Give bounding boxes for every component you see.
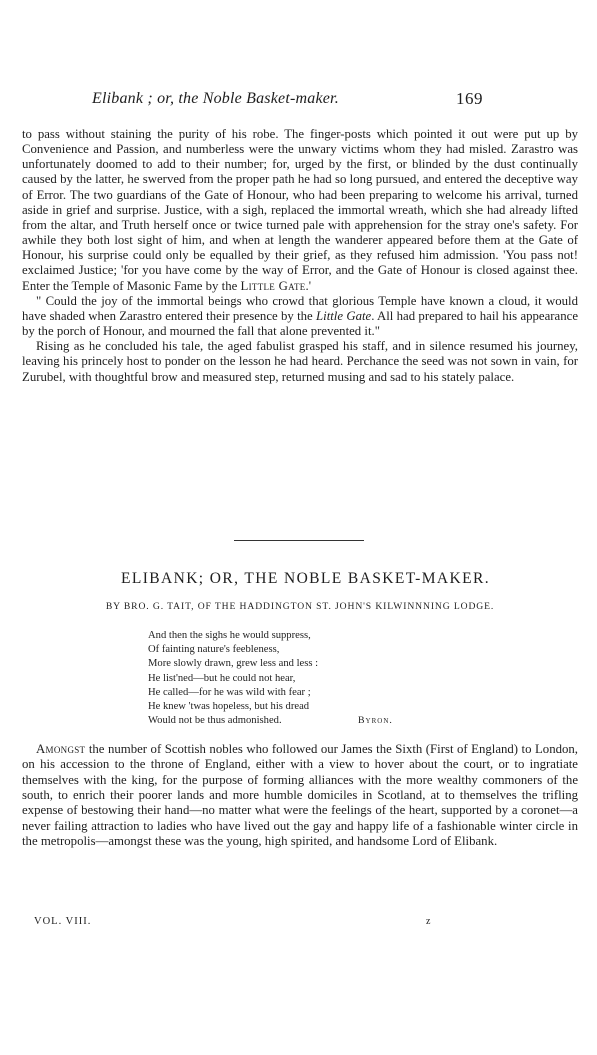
opening-lead-word: Amongst: [36, 742, 86, 756]
paragraph-gate-of-honour: to pass without staining the purity of his robe. The finger-posts which pointed it out were put up by Convenience and Passion, and numberless were the unwary victims whom they had misled. Zarastro was unfortunately doomed to add to their number; for, urged by the first, or blinded by the dust continually caused by the latter, he swerved from the proper path he had so long pursued, and entered the deceptive way of Error. The two guardians of the Gate of Honour, who had been preparing to welcome his arrival, turned aside in grief and surprise. Justice, with a sigh, replaced the immortal wreath, which she had already lifted from the altar, and Truth herself once or twice turned pale with apprehension for the stray one's safety. For awhile they both lost sight of him, and when at length the wanderer appeared before them at the Gate of Honour, his surprise could only be equalled by their grief, as they refused him admission. 'You pass not! exclaimed Justice; 'for you have come by the way of Error, and the Gate of Honour is closed against thee. Enter the Temple of Masonic Fame by the Little Gate.': [22, 127, 578, 293]
article-byline: BY BRO. G. TAIT, OF THE HADDINGTON ST. JOHN'S KILWINNNING LODGE.: [105, 601, 495, 612]
epigraph-line: Of fainting nature's feebleness,: [148, 644, 280, 656]
article-opening: [22, 742, 578, 849]
page-number: 169: [456, 89, 483, 108]
story-ending: [22, 127, 578, 385]
epigraph-line: More slowly drawn, grew less and less :: [148, 658, 319, 670]
epigraph-line: He list'ned—but he could not hear,: [148, 672, 296, 684]
epigraph-attribution: Byron.: [358, 715, 393, 726]
article-title: ELIBANK; OR, THE NOBLE BASKET-MAKER.: [120, 570, 490, 587]
epigraph: [148, 629, 458, 728]
paragraph-story-close: Rising as he concluded his tale, the aged fabulist grasped his staff, and in silence resumed his journey, leaving his princely host to ponder on the lesson he had heard. Perchance the seed was not sown in vain, for Zurubel, with thoughtful brow and measured step, returned musing and sad to his stately palace.: [22, 339, 578, 384]
epigraph-line: And then the sighs he would suppress,: [148, 630, 311, 641]
little-gate-italic: Little Gate: [316, 308, 372, 323]
epigraph-line: Would not be thus admonished.: [148, 715, 282, 727]
running-head: [0, 90, 597, 114]
epigraph-line: He knew 'twas hopeless, but his dread: [148, 701, 310, 713]
page-footer: [0, 916, 597, 932]
running-title: Elibank ; or, the Noble Basket-maker.: [92, 90, 339, 107]
paragraph-little-gate: " Could the joy of the immortal beings who crowd that glorious Temple have known a cloud, it would have shaded when Zarastro entered their presence by the Little Gate. All had prepared to hail his appearance by the porch of Honour, and mourned the fall that alone prevented it.": [22, 293, 578, 339]
signature-mark: z: [426, 916, 431, 927]
section-divider: [234, 540, 364, 541]
little-gate-term: Little Gate: [240, 278, 306, 293]
epigraph-line: He called—for he was wild with fear ;: [148, 686, 311, 698]
volume-label: VOL. VIII.: [34, 916, 92, 927]
paragraph-opening: Amongst the number of Scottish nobles who followed our James the Sixth (First of England) to London, on his accession to the throne of England, either with a view to hover about the court, or to ingratiate themselves with the king, for the purpose of forming alliances with the more wealthy commoners of the south, to enrich their poorer lands and more humble domiciles in Scotland, at to themselves the trifling expense of bestowing their hand—no matter what were the feelings of the heart, supported by a coronet—a never failing attraction to ladies who have lived out the gay and happy life of a fashionable winter circle in the metropolis—amongst these was the young, high spirited, and handsome Lord of Elibank.: [22, 742, 578, 849]
